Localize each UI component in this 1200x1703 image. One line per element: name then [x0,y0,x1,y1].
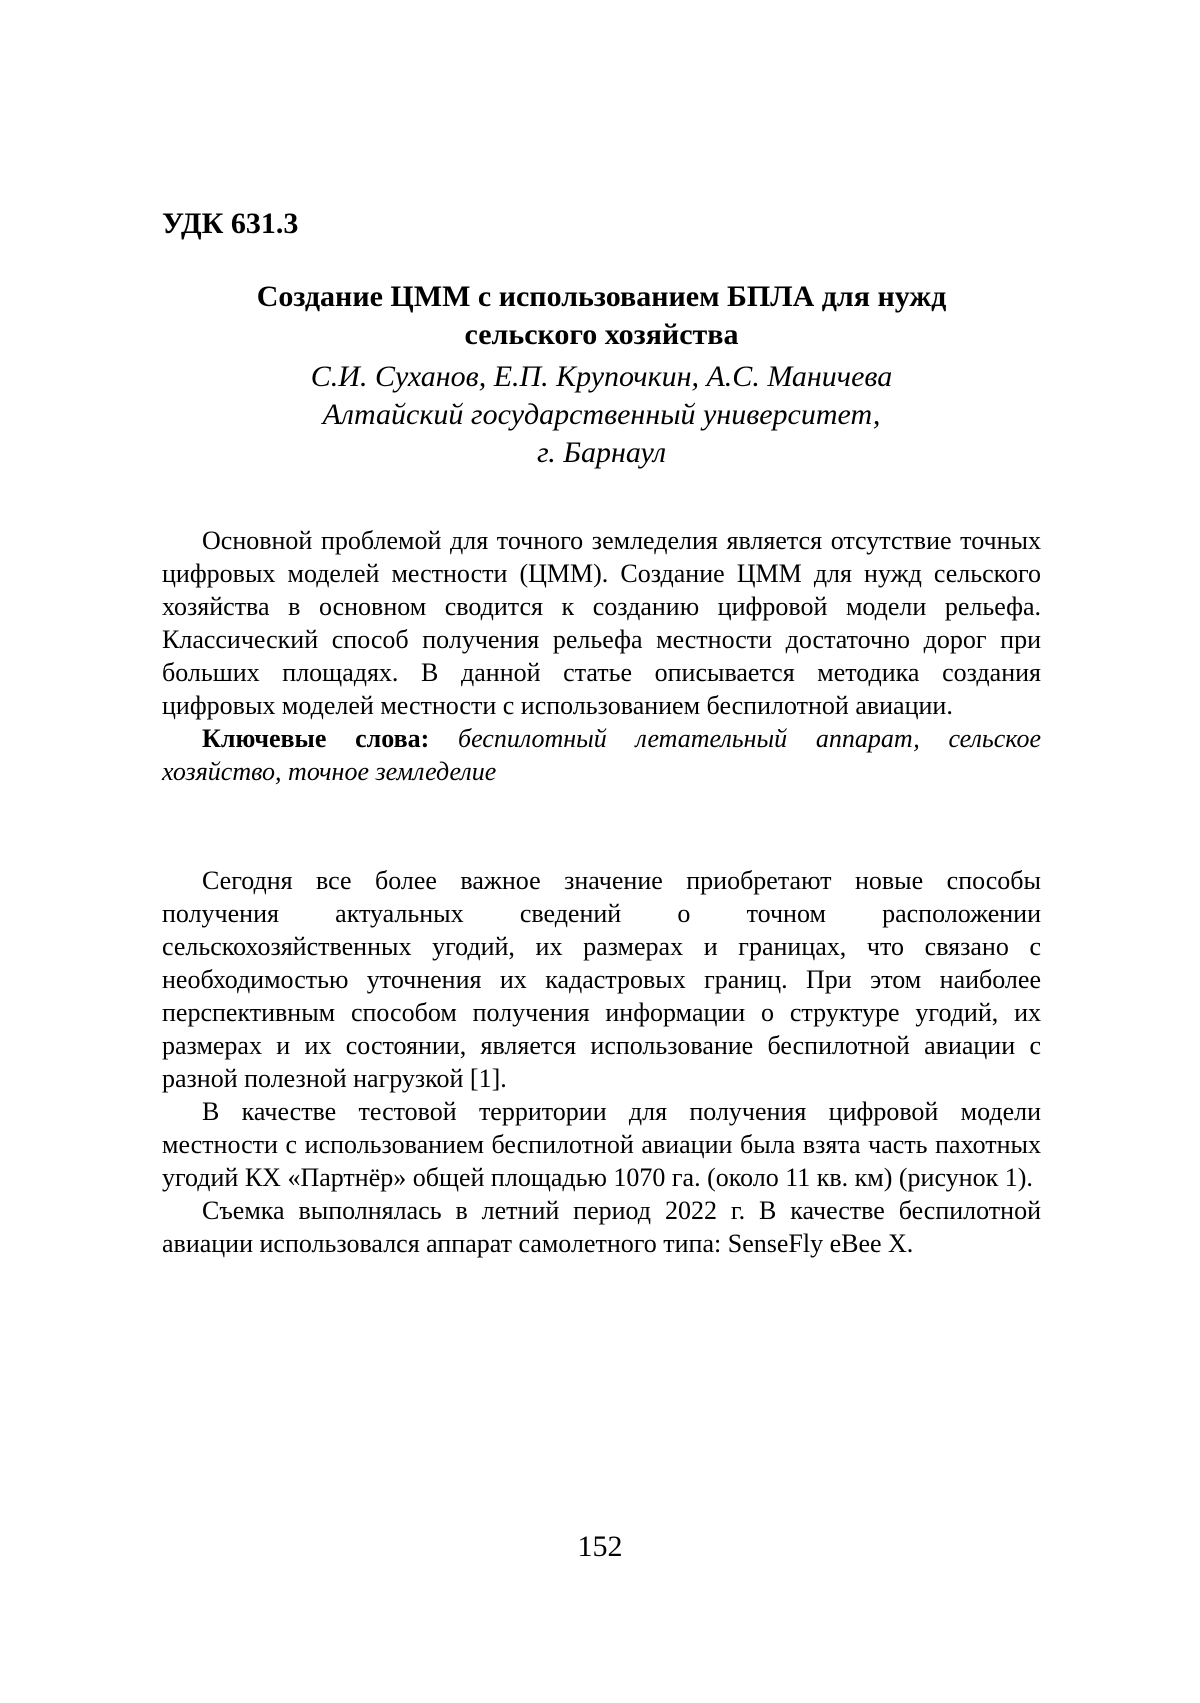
article-header [162,278,1041,472]
abstract-paragraph: Основной проблемой для точного земледелия является отсутствие точных цифровых моделей местности (ЦММ). Создание ЦММ для нужд сельского хозяйства в основном сводится к созданию цифровой модели рельефа. Классический способ получения рельефа местности достаточно дорог при больших площадях. В данной статье описывается методика создания цифровых моделей местности с использованием беспилотной авиации. [162,526,1041,720]
udk-code: УДК 631.3 [162,207,299,240]
authors-affiliation [162,358,1041,472]
body-paragraph: В качестве тестовой территории для получения цифровой модели местности с использованием беспилотной авиации была взята часть пахотных угодий КХ «Партнёр» общей площадью 1070 га. (около 11 кв. км) (рисунок 1). [162,1097,1041,1192]
authors: С.И. Суханов, Е.П. Крупочкин, А.С. Маничева [310,360,893,393]
keywords-label: Ключевые слова: [202,724,430,753]
body-paragraph: Сегодня все более важное значение приобретают новые способы получения актуальных сведений о точном расположении сельскохозяйственных угодий, их размерах и границах, что связано с необходимостью уточнения их кадастровых границ. При этом наиболее перспективным способом получения информации о структуре угодий, их размерах и их состоянии, является использование беспилотной авиации с разной полезной нагрузкой [1]. [162,866,1041,1093]
title-line-1: Создание ЦММ с использованием БПЛА для нужд [256,280,947,313]
title-line-2: сельского хозяйства [464,318,739,351]
abstract-block [162,524,1041,788]
article-title [162,278,1041,354]
page-number: 152 [577,1530,623,1563]
keywords [162,722,1041,788]
affiliation-line-1: Алтайский государственный университет, [322,398,881,431]
affiliation-line-2: г. Барнаул [536,436,667,469]
body-paragraph: Съемка выполнялась в летний период 2022 г. В качестве беспилотной авиации использовался аппарат самолетного типа: SenseFly eBee X. [162,1196,1041,1258]
main-text [162,864,1041,1260]
keywords-text: беспилотный летательный аппарат, сельское хозяйство, точное земледелие [162,724,1041,786]
